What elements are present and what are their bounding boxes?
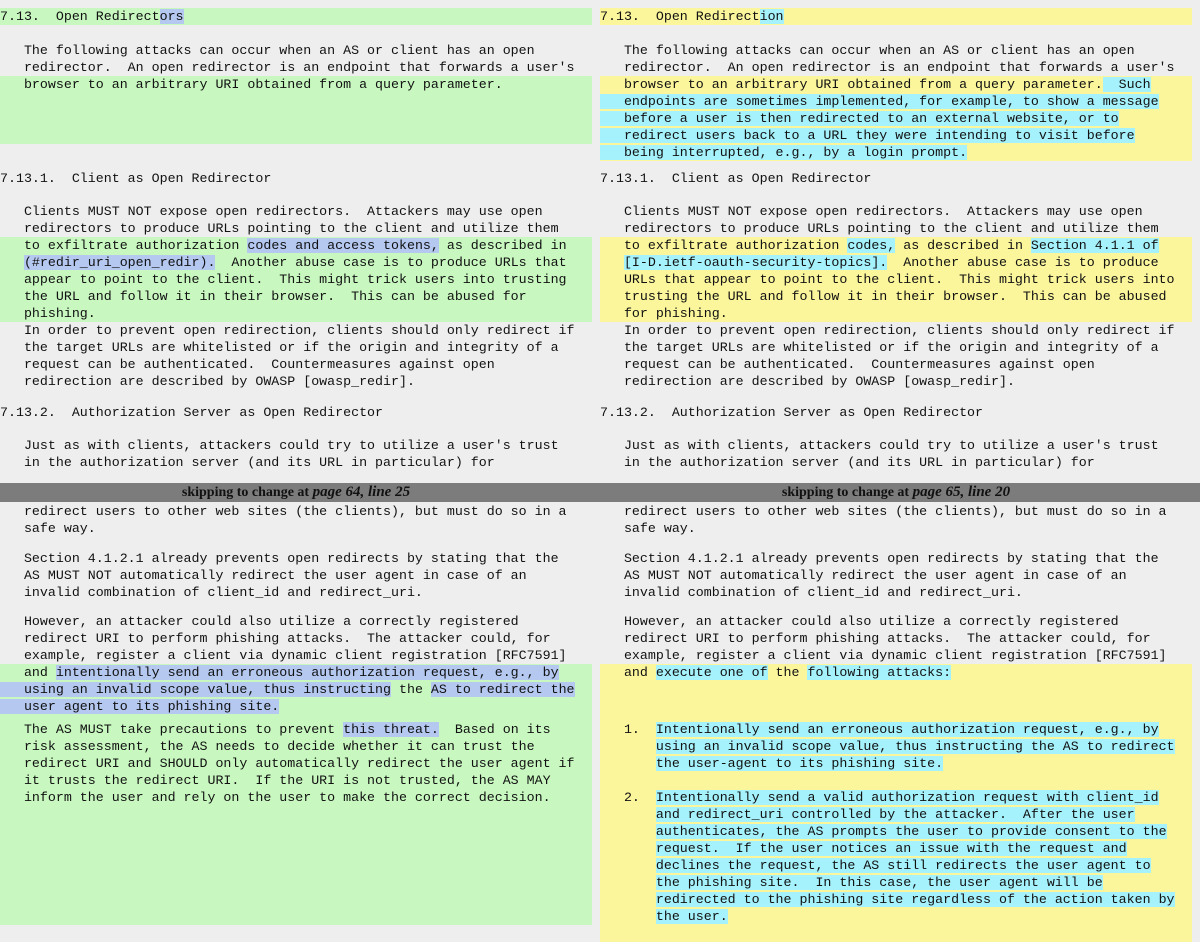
text-line <box>0 630 551 647</box>
changed-text: redirected to the phishing site regardless of the action taken by <box>655 892 1175 907</box>
text-line <box>0 76 592 93</box>
changed-text: (#redir_uri_open_redir). <box>23 255 216 270</box>
left-text-block <box>0 8 592 25</box>
right-text-block <box>600 721 1192 942</box>
text-segment: 2. <box>600 790 656 805</box>
text-line <box>600 647 1167 664</box>
text-line <box>0 891 592 908</box>
left-skip-page-ref: page 64, line 25 <box>312 484 411 500</box>
right-text-block <box>600 613 1192 732</box>
changed-text: Such <box>1102 77 1151 92</box>
text-line <box>600 93 1192 110</box>
left-text-block <box>0 322 592 390</box>
text-line <box>600 908 1192 925</box>
text-segment: 7.13. Open Redirect <box>0 9 160 24</box>
text-segment: 1. <box>600 722 656 737</box>
text-segment: redirection are described by OWASP [owasp_redir]. <box>600 374 1015 389</box>
text-line <box>600 437 1159 454</box>
text-segment: risk assessment, the AS needs to decide whether it can trust the <box>0 739 535 754</box>
text-line <box>600 806 1192 823</box>
text-segment: Another abuse case is to produce <box>887 255 1159 270</box>
text-segment: AS MUST NOT automatically redirect the user agent in case of an <box>0 568 527 583</box>
right-text-block <box>600 42 1192 161</box>
text-line <box>0 503 567 520</box>
text-segment <box>600 841 656 856</box>
text-line <box>0 59 575 76</box>
right-text-block <box>600 404 1192 421</box>
text-line <box>0 373 415 390</box>
changed-text: the user. <box>655 909 728 924</box>
text-segment: Based on its <box>438 722 551 737</box>
changed-text: the user-agent to its phishing site. <box>655 756 944 771</box>
text-segment: redirect URI to perform phishing attacks. The attacker could, for <box>600 631 1151 646</box>
text-segment: example, register a client via dynamic client registration [RFC7591] <box>600 648 1167 663</box>
text-line <box>600 322 1175 339</box>
text-segment: redirect URI and SHOULD only automatically redirect the user agent if <box>0 756 575 771</box>
text-line <box>600 772 1192 789</box>
text-segment <box>0 255 24 270</box>
text-segment: request can be authenticated. Countermeasures against open <box>0 357 495 372</box>
text-segment: the URL and follow it in their browser. This can be abused for <box>0 289 527 304</box>
text-segment: phishing. <box>0 306 96 321</box>
text-line <box>600 305 1192 322</box>
changed-text: Section 4.1.1 of <box>1030 238 1159 253</box>
text-line <box>600 110 1192 127</box>
text-segment: redirect users to other web sites (the clients), but must do so in a <box>0 504 567 519</box>
text-line <box>0 170 271 187</box>
text-line <box>0 237 592 254</box>
text-segment: appear to point to the client. This might trick users into trusting <box>0 272 567 287</box>
text-line <box>600 738 1192 755</box>
text-segment: Section 4.1.2.1 already prevents open redirects by stating that the <box>600 551 1159 566</box>
text-segment: and <box>0 665 56 680</box>
text-line <box>0 567 527 584</box>
left-text-block <box>0 721 592 925</box>
text-line <box>600 254 1192 271</box>
text-line <box>600 721 1192 738</box>
text-line <box>600 203 1143 220</box>
text-line <box>600 520 696 537</box>
text-line <box>600 567 1127 584</box>
text-segment: 7.13.1. Client as Open Redirector <box>600 171 872 186</box>
right-text-block <box>600 203 1192 322</box>
text-segment: However, an attacker could also utilize a correctly registered <box>0 614 519 629</box>
text-segment: 7.13.2. Authorization Server as Open Redirector <box>600 405 984 420</box>
text-segment <box>600 739 656 754</box>
text-line <box>600 339 1159 356</box>
right-text-block <box>600 503 1192 537</box>
text-line <box>0 584 423 601</box>
text-line <box>600 681 1192 698</box>
changed-text: AS to redirect the <box>430 682 575 697</box>
text-line <box>600 503 1167 520</box>
text-line <box>600 42 1135 59</box>
text-line <box>0 823 592 840</box>
text-segment: redirector. An open redirector is an endpoint that forwards a user's <box>0 60 575 75</box>
text-line <box>0 520 96 537</box>
changed-text: using an invalid scope value, thus instructing the AS to redirect <box>655 739 1175 754</box>
text-segment: as described in <box>438 238 567 253</box>
text-segment: AS MUST NOT automatically redirect the user agent in case of an <box>600 568 1127 583</box>
text-line <box>0 698 592 715</box>
right-skip-page-ref: page 65, line 20 <box>912 484 1011 500</box>
text-segment: safe way. <box>0 521 96 536</box>
left-text-block <box>0 437 592 471</box>
changed-text: [I-D.ietf-oauth-security-topics]. <box>623 255 888 270</box>
text-segment: redirectors to produce URLs pointing to the client and utilize them <box>600 221 1159 236</box>
text-segment <box>600 807 656 822</box>
changed-text: ors <box>159 9 184 24</box>
text-segment: browser to an arbitrary URI obtained from a query parameter. <box>0 77 503 92</box>
text-line <box>0 127 592 144</box>
text-segment: redirectors to produce URLs pointing to the client and utilize them <box>0 221 559 236</box>
right-text-block <box>600 437 1192 471</box>
text-line <box>600 857 1192 874</box>
changed-text: ion <box>759 9 784 24</box>
text-segment: the <box>767 665 808 680</box>
text-segment <box>600 756 656 771</box>
text-segment: Just as with clients, attackers could try to utilize a user's trust <box>0 438 559 453</box>
text-line <box>600 373 1015 390</box>
text-segment: the target URLs are whitelisted or if the origin and integrity of a <box>0 340 559 355</box>
text-segment <box>600 875 656 890</box>
text-segment: the target URLs are whitelisted or if the origin and integrity of a <box>600 340 1159 355</box>
text-line <box>0 550 559 567</box>
changed-text: user agent to its phishing site. <box>0 699 280 714</box>
text-segment: it trusts the redirect URI. If the URI is not trusted, the AS MAY <box>0 773 551 788</box>
text-segment: 7.13.2. Authorization Server as Open Redirector <box>0 405 384 420</box>
text-line <box>0 437 559 454</box>
text-line <box>600 755 1192 772</box>
text-line <box>600 823 1192 840</box>
text-segment: to exfiltrate authorization <box>0 238 248 253</box>
changed-text: declines the request, the AS still redirects the user agent to <box>655 858 1151 873</box>
text-line <box>0 874 592 891</box>
text-segment: example, register a client via dynamic client registration [RFC7591] <box>0 648 567 663</box>
left-text-block <box>0 550 592 601</box>
text-segment: 7.13.1. Client as Open Redirector <box>0 171 272 186</box>
text-line <box>0 738 592 755</box>
text-line <box>600 271 1192 288</box>
text-line <box>600 404 983 421</box>
right-text-block <box>600 170 1192 187</box>
text-segment <box>600 892 656 907</box>
text-segment <box>600 909 656 924</box>
text-line <box>600 874 1192 891</box>
text-line <box>600 891 1192 908</box>
changed-text: the phishing site. In this case, the user agent will be <box>655 875 1103 890</box>
text-line <box>600 170 871 187</box>
text-line <box>0 220 559 237</box>
text-segment: and <box>600 665 656 680</box>
changed-text: Intentionally send an erroneous authorization request, e.g., by <box>655 722 1159 737</box>
changed-text: redirect users back to a URL they were intending to visit before <box>600 128 1135 143</box>
text-line <box>0 322 575 339</box>
text-segment: Section 4.1.2.1 already prevents open redirects by stating that the <box>0 551 559 566</box>
text-line <box>0 647 567 664</box>
text-line <box>0 721 592 738</box>
changed-text: using an invalid scope value, thus instructing <box>0 682 391 697</box>
text-segment: browser to an arbitrary URI obtained from a query parameter. <box>600 77 1103 92</box>
text-segment: 7.13. Open Redirect <box>600 9 760 24</box>
text-segment: inform the user and rely on the user to make the correct decision. <box>0 790 551 805</box>
text-segment: in the authorization server (and its URL in particular) for <box>0 455 495 470</box>
changed-text: and redirect_uri controlled by the attacker. After the user <box>655 807 1135 822</box>
text-line <box>0 404 383 421</box>
text-segment: URLs that appear to point to the client. This might trick users into <box>600 272 1175 287</box>
text-line <box>0 42 535 59</box>
text-line <box>0 908 592 925</box>
changed-text: codes and access tokens, <box>247 238 439 253</box>
text-segment: redirect URI to perform phishing attacks. The attacker could, for <box>0 631 551 646</box>
text-line <box>0 305 592 322</box>
changed-text: Intentionally send a valid authorization request with client_id <box>655 790 1159 805</box>
changed-text: execute one of <box>655 665 768 680</box>
text-line <box>600 356 1095 373</box>
text-line <box>0 8 592 25</box>
text-line <box>600 288 1192 305</box>
text-line <box>0 681 592 698</box>
text-line <box>600 840 1192 857</box>
text-line <box>600 584 1023 601</box>
text-line <box>0 454 495 471</box>
text-segment: to exfiltrate authorization <box>600 238 848 253</box>
text-line <box>600 220 1159 237</box>
text-line <box>0 339 559 356</box>
text-segment: Clients MUST NOT expose open redirectors. Attackers may use open <box>600 204 1143 219</box>
changed-text: intentionally send an erroneous authorization request, e.g., by <box>55 665 559 680</box>
text-line <box>600 237 1192 254</box>
left-text-block <box>0 613 592 732</box>
text-line <box>600 789 1192 806</box>
right-skip-label[interactable]: skipping to change at page 65, line 20 <box>781 484 1011 500</box>
right-text-block <box>600 8 1192 25</box>
text-line <box>600 925 1192 942</box>
right-text-block <box>600 550 1192 601</box>
text-line <box>600 76 1192 93</box>
text-segment <box>600 255 624 270</box>
text-line <box>0 840 592 857</box>
text-line <box>600 127 1192 144</box>
changed-text: this threat. <box>343 722 439 737</box>
text-line <box>600 8 1192 25</box>
text-line <box>0 288 592 305</box>
text-line <box>0 755 592 772</box>
text-segment: The following attacks can occur when an AS or client has an open <box>0 43 535 58</box>
text-segment: However, an attacker could also utilize a correctly registered <box>600 614 1119 629</box>
left-text-block <box>0 404 592 421</box>
text-segment: safe way. <box>600 521 696 536</box>
changed-text: endpoints are sometimes implemented, for example, to show a message <box>600 94 1159 109</box>
text-line <box>600 630 1151 647</box>
left-text-block <box>0 203 592 322</box>
text-segment: redirect users to other web sites (the clients), but must do so in a <box>600 504 1167 519</box>
text-segment: trusting the URL and follow it in their browser. This can be abused <box>600 289 1167 304</box>
text-line <box>0 356 495 373</box>
text-line <box>0 203 543 220</box>
text-line <box>600 664 1192 681</box>
text-line <box>0 93 592 110</box>
text-segment: Just as with clients, attackers could try to utilize a user's trust <box>600 438 1159 453</box>
text-segment: in the authorization server (and its URL in particular) for <box>600 455 1095 470</box>
text-segment: for phishing. <box>600 306 728 321</box>
text-line <box>600 454 1095 471</box>
changed-text: being interrupted, e.g., by a login prompt. <box>600 145 968 160</box>
text-segment <box>600 824 656 839</box>
changed-text: authenticates, the AS prompts the user to provide consent to the <box>655 824 1167 839</box>
text-line <box>0 613 519 630</box>
text-segment: In order to prevent open redirection, clients should only redirect if <box>0 323 575 338</box>
text-segment: invalid combination of client_id and redirect_uri. <box>600 585 1023 600</box>
text-line <box>0 110 592 127</box>
text-segment: redirector. An open redirector is an endpoint that forwards a user's <box>600 60 1175 75</box>
changed-text: before a user is then redirected to an external website, or to <box>600 111 1119 126</box>
skip-to-change-bar <box>0 483 1200 502</box>
left-text-block <box>0 42 592 144</box>
text-segment: the <box>391 682 431 697</box>
text-line <box>0 664 592 681</box>
text-segment: invalid combination of client_id and redirect_uri. <box>0 585 423 600</box>
changed-text: request. If the user notices an issue with the request and <box>655 841 1127 856</box>
text-line <box>0 789 592 806</box>
text-line <box>0 271 592 288</box>
text-line <box>600 550 1159 567</box>
text-line <box>0 857 592 874</box>
text-line <box>0 254 592 271</box>
text-segment: request can be authenticated. Countermeasures against open <box>600 357 1095 372</box>
text-line <box>600 613 1119 630</box>
right-text-block <box>600 322 1192 390</box>
changed-text: codes, <box>847 238 896 253</box>
text-segment: The following attacks can occur when an AS or client has an open <box>600 43 1135 58</box>
left-skip-label[interactable]: skipping to change at page 64, line 25 <box>181 484 411 500</box>
text-line <box>0 772 592 789</box>
text-segment: Another abuse case is to produce URLs that <box>215 255 567 270</box>
changed-text: following attacks: <box>807 665 952 680</box>
left-text-block <box>0 170 592 187</box>
text-segment: as described in <box>895 238 1031 253</box>
text-segment <box>600 858 656 873</box>
text-line <box>0 806 592 823</box>
text-line <box>600 59 1175 76</box>
text-line <box>600 144 1192 161</box>
text-segment: In order to prevent open redirection, clients should only redirect if <box>600 323 1175 338</box>
text-segment: The AS MUST take precautions to prevent <box>0 722 344 737</box>
text-line <box>600 698 1192 715</box>
text-segment: redirection are described by OWASP [owasp_redir]. <box>0 374 415 389</box>
text-segment: Clients MUST NOT expose open redirectors. Attackers may use open <box>0 204 543 219</box>
left-text-block <box>0 503 592 537</box>
